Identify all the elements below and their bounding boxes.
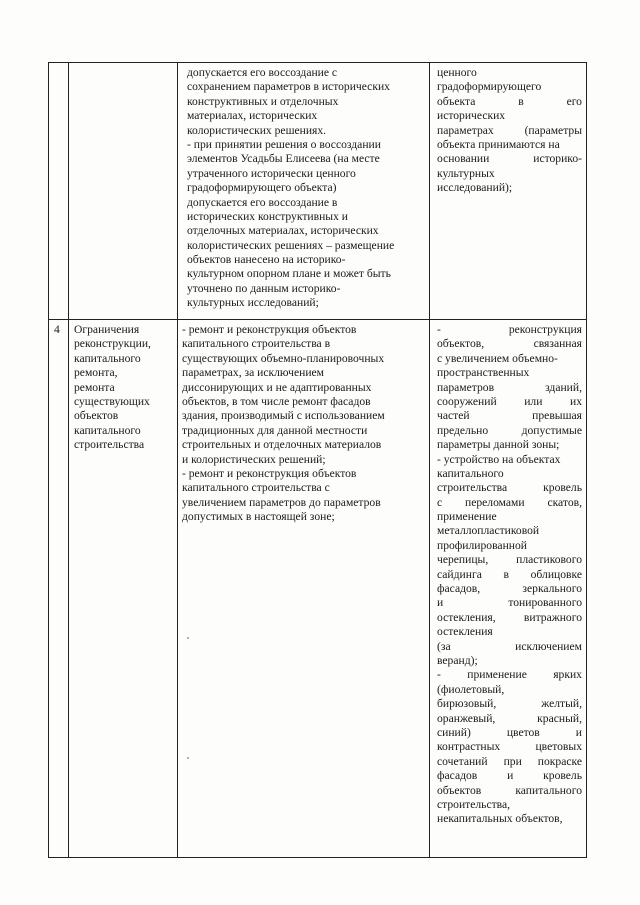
text-line	[437, 510, 582, 524]
text-line: существующих объемно-планировочных	[182, 351, 385, 365]
text-word: (за	[437, 639, 451, 653]
text-word: фасадов	[437, 769, 478, 783]
text-line: и колористических решений;	[182, 452, 326, 466]
text-line: конструктивных и отделочных	[187, 94, 339, 108]
text-word: с увеличением объемно-	[437, 351, 558, 365]
text-line: утраченного исторически ценного	[187, 166, 356, 180]
text-word: параметров	[437, 380, 495, 394]
text-line: ремонта,	[74, 366, 118, 380]
text-word: их	[569, 394, 582, 408]
row-requirements-text	[182, 323, 427, 524]
text-word: синий)	[437, 725, 471, 739]
row-number: 4	[54, 323, 60, 336]
text-word: фасадов,	[437, 582, 481, 596]
column-divider-2	[177, 62, 178, 858]
text-line	[437, 167, 582, 181]
text-word: с	[437, 495, 443, 509]
text-word: ценного	[437, 66, 477, 79]
text-word: сооружений	[437, 394, 497, 408]
text-line: уточнено по данным историко-	[187, 281, 341, 295]
text-word: реконструкция	[508, 323, 582, 336]
text-word: профилированной	[437, 538, 527, 552]
text-line: увеличением параметров до параметров	[182, 495, 381, 509]
text-line	[437, 352, 582, 366]
text-line: реконструкции,	[74, 337, 151, 351]
column-divider-3	[429, 62, 430, 858]
text-word: параметрах	[437, 123, 494, 137]
text-line	[437, 395, 582, 409]
text-line: отделочных материалах, исторических	[187, 224, 379, 238]
text-line: объектов нанесено на историко-	[187, 253, 346, 267]
text-word: некапитальных объектов,	[437, 812, 563, 826]
text-line: культурных исследований;	[187, 296, 319, 310]
text-line: строительных и отделочных материалов	[182, 438, 382, 452]
text-line: градоформирующего объекта)	[187, 181, 337, 195]
text-line: ремонта	[74, 380, 115, 394]
text-word: капитального	[515, 783, 582, 797]
scan-speck	[187, 637, 189, 639]
text-line	[437, 524, 582, 538]
text-line	[437, 80, 582, 94]
text-word: ярких	[553, 668, 582, 682]
text-line	[437, 438, 582, 452]
text-line	[437, 496, 582, 510]
scan-speck	[187, 757, 189, 759]
text-line	[437, 337, 582, 351]
text-line	[437, 138, 582, 152]
text-word: витражного	[523, 610, 582, 624]
text-line: капитального строительства в	[182, 337, 331, 351]
text-word: -	[437, 668, 441, 682]
text-word: (фиолетовый,	[437, 682, 505, 696]
text-word: его	[566, 94, 582, 108]
text-word: историко-	[533, 152, 582, 166]
text-line	[437, 697, 582, 711]
text-line	[437, 409, 582, 423]
text-line	[437, 755, 582, 769]
text-line	[437, 453, 582, 467]
text-line: сохранением параметров в исторических	[187, 80, 390, 94]
text-word: объектов	[437, 783, 482, 797]
text-line: традиционных для данной местности	[182, 423, 368, 437]
text-word: цветов	[506, 725, 540, 739]
prev-row-requirements-text	[187, 66, 427, 311]
text-line	[437, 582, 582, 596]
text-line: исторических конструктивных и	[187, 209, 348, 223]
text-word: остекления	[437, 625, 493, 639]
row-title	[74, 323, 174, 453]
text-word: переломами	[465, 495, 525, 509]
text-line	[437, 740, 582, 754]
text-word: пластикового	[516, 553, 582, 567]
text-word: тонированного	[508, 596, 582, 610]
text-word: скатов,	[547, 495, 582, 509]
text-word: пространственных	[437, 366, 530, 380]
text-line	[437, 654, 582, 668]
text-word: покраске	[537, 754, 582, 768]
text-line: - ремонт и реконструкция объектов	[182, 466, 357, 480]
text-word: кровель	[543, 481, 582, 495]
text-word: и	[575, 725, 582, 739]
text-line: колористических решениях – размещение	[187, 238, 395, 252]
text-line	[437, 798, 582, 812]
text-word: облицовке	[530, 567, 582, 581]
text-line: строительства	[74, 438, 145, 452]
text-word: объекта принимаются на	[437, 137, 560, 151]
text-word: -	[437, 323, 441, 336]
text-word: зданий,	[545, 380, 582, 394]
text-word: бирюзовый,	[437, 697, 497, 711]
text-line: элементов Усадьбы Елисеева (на месте	[187, 152, 380, 166]
column-divider-1	[68, 62, 69, 858]
text-word: исключением	[515, 639, 582, 653]
row-divider	[48, 319, 587, 320]
text-word: кровель	[543, 769, 582, 783]
text-line	[437, 467, 582, 481]
text-word: цветовых	[535, 740, 582, 754]
text-word: применение	[467, 668, 527, 682]
text-line	[437, 481, 582, 495]
text-word: металлопластиковой	[437, 524, 540, 538]
text-word: объекта	[437, 94, 476, 108]
text-word: зеркального	[522, 582, 582, 596]
text-word: в	[503, 567, 509, 581]
text-word: исследований);	[437, 181, 513, 195]
text-word: черепицы,	[437, 553, 489, 567]
text-line: культурном опорном плане и может быть	[187, 267, 391, 281]
text-word: сайдинга	[437, 567, 482, 581]
text-line: диссонирующих и не адаптированных	[182, 380, 372, 394]
text-line: объектов, в том числе ремонт фасадов	[182, 394, 371, 408]
text-word: строительства,	[437, 797, 511, 811]
text-word: частей	[437, 409, 470, 423]
text-line	[437, 712, 582, 726]
text-word: или	[524, 394, 543, 408]
text-line	[437, 596, 582, 610]
text-word: веранд);	[437, 653, 478, 667]
table-left-border	[48, 62, 49, 858]
text-word: контрастных	[437, 740, 501, 754]
text-word: культурных	[437, 166, 495, 180]
text-line	[437, 366, 582, 380]
text-line	[437, 95, 582, 109]
text-line: - ремонт и реконструкция объектов	[182, 323, 357, 336]
text-line	[437, 553, 582, 567]
text-line	[437, 784, 582, 798]
text-line: материалах, исторических	[187, 109, 318, 123]
text-line: существующих	[74, 394, 150, 408]
text-word: и	[437, 596, 444, 610]
text-line	[437, 769, 582, 783]
text-word: сочетаний	[437, 754, 488, 768]
text-line	[437, 181, 582, 195]
text-word: связанная	[533, 337, 582, 351]
text-line	[437, 323, 582, 337]
text-word: желтый,	[541, 697, 582, 711]
text-word: строительства	[437, 481, 508, 495]
text-line: колористических решениях.	[187, 123, 327, 137]
table-top-border	[48, 62, 587, 63]
text-word: исторических	[437, 109, 506, 123]
text-word: параметры данной зоны;	[437, 438, 560, 452]
text-line: Ограничения	[74, 323, 140, 336]
text-line	[437, 625, 582, 639]
table-bottom-border	[48, 857, 587, 858]
text-word: оранжевый,	[437, 711, 496, 725]
text-line: объектов	[74, 409, 119, 423]
text-line	[437, 640, 582, 654]
prev-row-prohibitions-text	[437, 66, 582, 196]
text-line: капитального	[74, 423, 141, 437]
text-line	[437, 611, 582, 625]
text-word: объектов,	[437, 337, 485, 351]
text-line: - при принятии решения о воссоздании	[187, 137, 381, 151]
text-word: градоформирующего	[437, 80, 542, 94]
text-line	[437, 381, 582, 395]
text-line	[437, 539, 582, 553]
text-word: капитального	[437, 466, 504, 480]
text-line: капитального строительства с	[182, 481, 330, 495]
text-word: - устройство на объектах	[437, 452, 561, 466]
text-line	[437, 568, 582, 582]
table-right-border	[586, 62, 587, 858]
text-line	[437, 66, 582, 80]
text-line	[437, 668, 582, 682]
text-line	[437, 683, 582, 697]
text-line	[437, 124, 582, 138]
text-word: превышая	[532, 409, 582, 423]
text-line	[437, 109, 582, 123]
text-line: параметрах, за исключением	[182, 366, 325, 380]
text-line	[437, 812, 582, 826]
text-word: при	[503, 754, 522, 768]
text-line	[437, 152, 582, 166]
text-line: допустимых в настоящей зоне;	[182, 510, 335, 524]
text-word: применение	[437, 510, 497, 524]
text-line	[437, 424, 582, 438]
text-line: допускается его воссоздание в	[187, 195, 338, 209]
text-line: капитального	[74, 351, 141, 365]
text-line: здания, производимый с использованием	[182, 409, 385, 423]
text-word: допустимые	[521, 423, 582, 437]
text-line	[437, 726, 582, 740]
text-word: и	[507, 769, 514, 783]
text-word: остекления,	[437, 610, 496, 624]
text-word: основании	[437, 152, 490, 166]
text-word: в	[518, 94, 524, 108]
text-line: допускается его воссоздание с	[187, 66, 338, 79]
row-prohibitions-text	[437, 323, 582, 827]
text-word: (параметры	[524, 123, 582, 137]
text-word: предельно	[437, 423, 489, 437]
text-word: красный,	[537, 711, 582, 725]
